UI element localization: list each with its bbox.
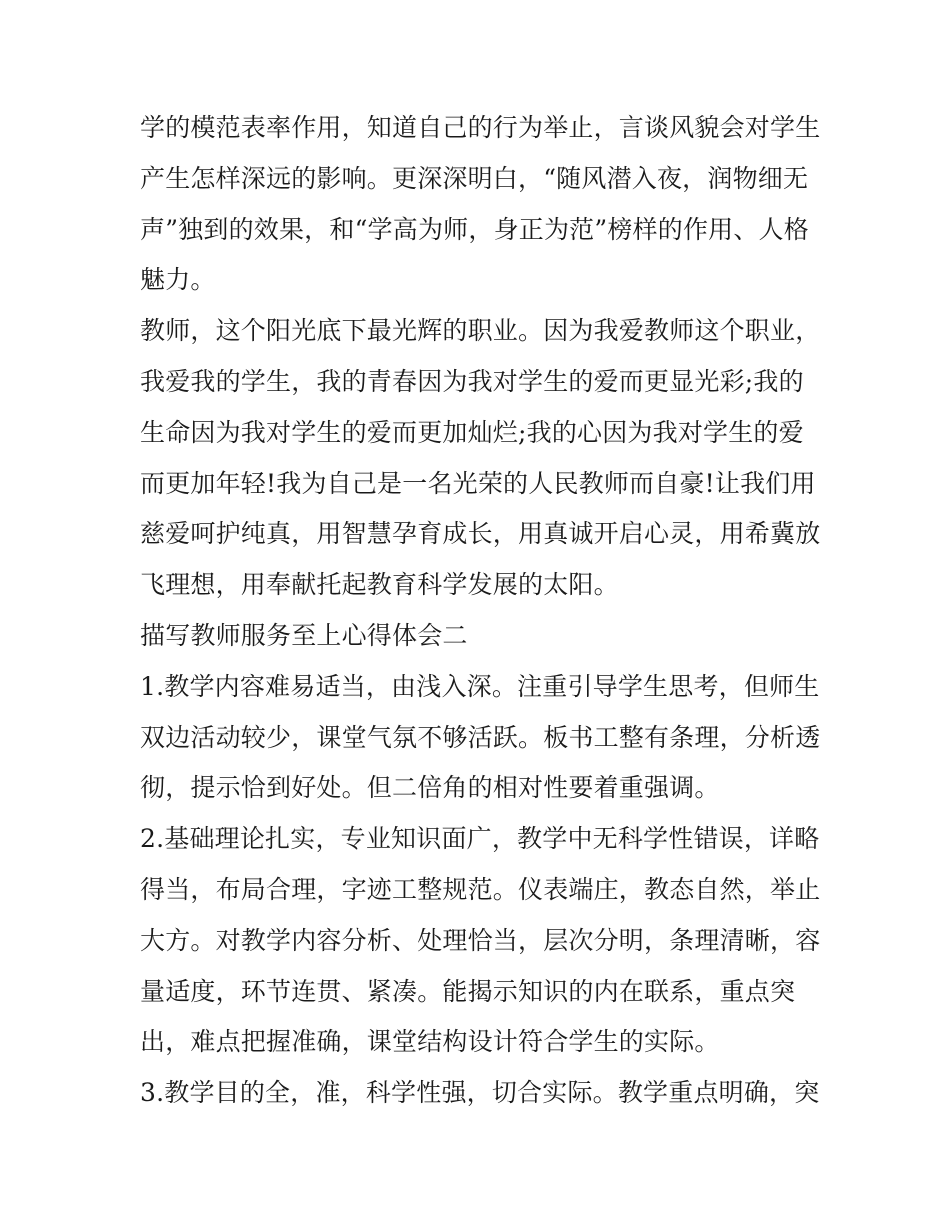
document-body — [140, 103, 821, 1119]
text-line: 1.教学内容难易适当，由浅入深。注重引导学生思考，但师生 — [140, 671, 820, 701]
text-line: 彻，提示恰到好处。但二倍角的相对性要着重强调。 — [140, 773, 720, 803]
heading-line: 描写教师服务至上心得体会二 — [140, 620, 468, 650]
list-item-1 — [140, 662, 821, 814]
text-line: 魅力。 — [140, 265, 216, 295]
list-item-3 — [140, 1068, 820, 1119]
text-line: 飞理想，用奉献托起教育科学发展的太阳。 — [140, 570, 619, 600]
paragraph-teacher-profession — [140, 306, 821, 611]
text-line: 量适度，环节连贯、紧凑。能揭示知识的内在联系，重点突 — [140, 976, 796, 1006]
section-heading — [140, 611, 812, 662]
text-line: 学的模范表率作用，知道自己的行为举止，言谈风貌会对学生 — [140, 113, 821, 142]
text-line: 产生怎样深远的影响。更深深明白，“随风潜入夜，润物细无 — [140, 163, 809, 193]
text-line: 得当，布局合理，字迹工整规范。仪表端庄，教态自然，举止 — [140, 874, 821, 904]
text-line: 双边活动较少，课堂气氛不够活跃。板书工整有条理，分析透 — [140, 722, 821, 752]
text-line: 生命因为我对学生的爱而更加灿烂;我的心因为我对学生的爱 — [140, 417, 804, 447]
text-line: 而更加年轻!我为自己是一名光荣的人民教师而自豪!让我们用 — [140, 468, 816, 498]
list-item-2 — [140, 814, 821, 1068]
text-line: 大方。对教学内容分析、处理恰当，层次分明，条理清晰，容 — [140, 925, 821, 955]
text-line: 慈爱呵护纯真，用智慧孕育成长，用真诚开启心灵，用希冀放 — [140, 519, 821, 549]
text-line: 教师，这个阳光底下最光辉的职业。因为我爱教师这个职业， — [140, 316, 821, 346]
text-line: 3.教学目的全，准，科学性强，切合实际。教学重点明确，突 — [140, 1078, 820, 1108]
text-line: 2.基础理论扎实，专业知识面广，教学中无科学性错误，详略 — [140, 824, 820, 854]
text-line: 我爱我的学生，我的青春因为我对学生的爱而更显光彩;我的 — [140, 366, 804, 396]
paragraph-teacher-role-model — [140, 103, 821, 306]
text-line: 声”独到的效果，和“学高为师，身正为范”榜样的作用、人格 — [140, 214, 809, 244]
text-line: 出，难点把握准确，课堂结构设计符合学生的实际。 — [140, 1027, 720, 1057]
